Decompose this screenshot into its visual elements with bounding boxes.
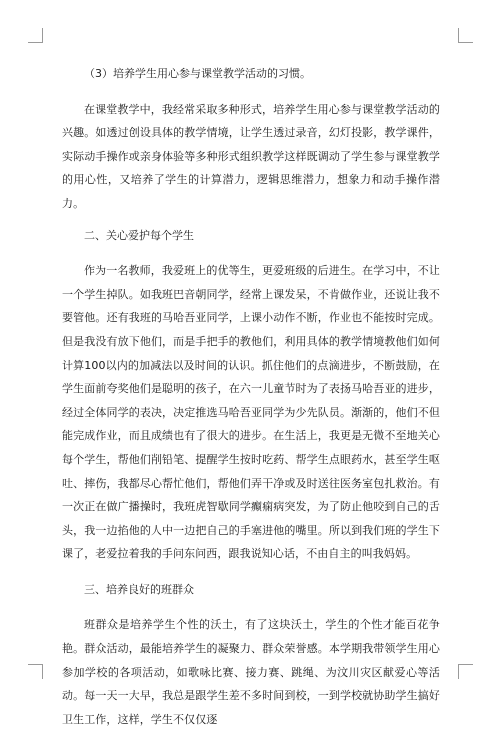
document-page (62, 62, 440, 726)
section-heading-care-students: 二、关心爱护每个学生 (84, 228, 194, 242)
crop-mark-top-right (458, 28, 473, 43)
crop-mark-bottom-left (28, 664, 43, 679)
crop-mark-top-left (28, 28, 43, 43)
paragraph-care-students: 作为一名教师，我爱班上的优等生，更爱班级的后进生。在学习中，不让一个学生掉队。如我班巴音朝同学，经常上课发呆，不肯做作业，还说让我不要管他。还有我班的马哈吾亚同学，上课小动作不断，作业也不能按时完成。但是我没有放下他们，而是手把手的教他们，利用具体的教学情境教他们如何计算100以内的加减法以及时间的认识。抓住他们的点滴进步，不断鼓励，在学生面前夸奖他们是聪明的孩子，在六一儿童节时为了表扬马哈吾亚的进步，经过全体同学的表决，决定推选马哈吾亚同学为少先队员。渐渐的，他们不但能完成作业，而且成绩也有了很大的进步。在生活上，我更是无微不至地关心每个学生，帮他们削铅笔、提醒学生按时吃药、帮学生点眼药水，甚至学生呕吐、摔伤，我都尽心帮忙他们，帮他们弄干净或及时送往医务室包扎救治。有一次正在做广播操时，我班虎智歇同学癫痫病突发，为了防止他咬到自己的舌头，我一边掐他的人中一边把自己的手塞进他的嘴里。所以到我们班的学生下课了，老爱拉着我的手问东问西，跟我说知心话，不由自主的叫我妈妈。 (62, 264, 440, 561)
sub-heading: （3）培养学生用心参与课堂教学活动的习惯。 (84, 67, 311, 80)
paragraph-classroom-activities: 在课堂教学中，我经常采取多种形式，培养学生用心参与课堂教学活动的兴趣。如透过创设具体的教学情境，让学生透过录音，幻灯投影，教学课件，实际动手操作或亲身体验等多种形式组织教学这样既调动了学生参与课堂教学的用心性，又培养了学生的计算潜力，逻辑思维潜力，想象力和动手操作潜力。 (62, 102, 440, 210)
crop-mark-bottom-right (458, 664, 473, 679)
paragraph-class-collective: 班群众是培养学生个性的沃土，有了这块沃土，学生的个性才能百花争艳。群众活动，最能培养学生的凝聚力、群众荣誉感。本学期我带领学生用心参加学校的各项活动，如歌咏比赛、接力赛、跳绳、为汶川灾区献爱心等活动。每一天一大早，我总是跟学生差不多时间到校，一到学校就协助学生搞好卫生工作，这样，学生不仅仅逐 (62, 618, 440, 726)
section-heading-class-collective: 三、培养良好的班群众 (84, 582, 194, 596)
